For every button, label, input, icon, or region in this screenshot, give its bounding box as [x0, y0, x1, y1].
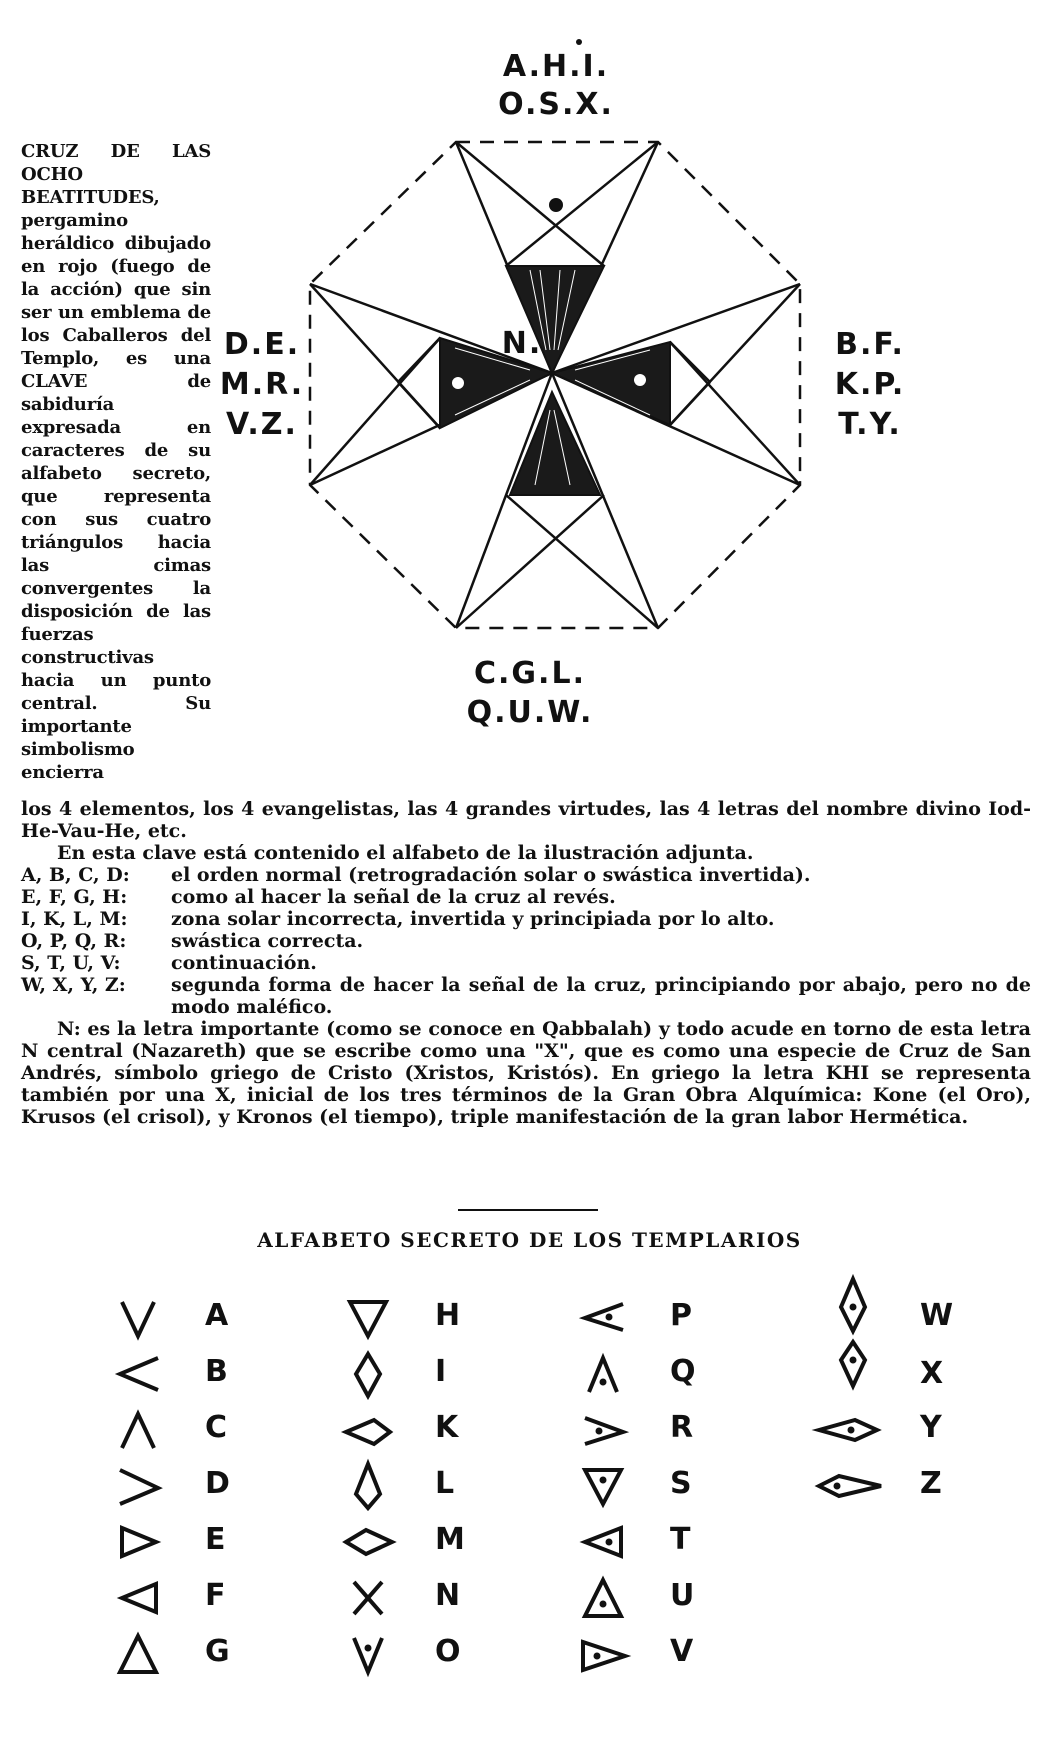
diamond-tall-icon: [340, 1346, 400, 1402]
label-right-line2: K.P.: [834, 367, 906, 402]
alphabet-letter: X: [920, 1356, 944, 1391]
body-text: [21, 798, 1031, 1128]
alphabet-entry: [815, 1458, 1015, 1514]
label-right-line1: B.F.: [835, 327, 905, 362]
alphabet-letter: T: [670, 1522, 691, 1557]
definition-row: [21, 864, 1031, 886]
alphabet-entry: [340, 1346, 540, 1402]
eight-beatitudes-cross-emblem: [219, 30, 1040, 800]
section-divider: [458, 1209, 598, 1211]
diamond-wide-icon: [340, 1514, 400, 1570]
alphabet-entry: [110, 1402, 310, 1458]
left-dot: [452, 377, 464, 389]
diamond-left-dot-icon: [815, 1402, 885, 1458]
top-dot: [549, 198, 563, 212]
triangle-left-dot-icon: [575, 1514, 635, 1570]
diamond-left-icon: [340, 1402, 400, 1458]
definition-row: [21, 886, 1031, 908]
alphabet-entry: [110, 1346, 310, 1402]
triangle-up-icon: [110, 1626, 170, 1682]
v-dot-icon: [340, 1626, 400, 1682]
alphabet-letter: C: [205, 1410, 228, 1445]
alphabet-letter: L: [435, 1466, 455, 1501]
v-shape-icon: [110, 1290, 170, 1346]
definition-value: el orden normal (retrogradación solar o swástica invertida).: [171, 864, 811, 886]
alphabet-entry: [110, 1514, 310, 1570]
triangle-down-dot-icon: [575, 1458, 635, 1514]
alphabet-letter: F: [205, 1578, 226, 1613]
alphabet-entry: [340, 1290, 540, 1346]
alphabet-entry: [575, 1346, 775, 1402]
definition-value: continuación.: [171, 952, 317, 974]
alphabet-entry: [575, 1458, 775, 1514]
definition-value: como al hacer la señal de la cruz al revés.: [171, 886, 616, 908]
emblem-drawing: [219, 30, 1040, 800]
greater-than-icon: [110, 1458, 170, 1514]
alphabet-entry: [815, 1402, 1015, 1458]
alphabet-entry: [575, 1290, 775, 1346]
alphabet-entry: [575, 1626, 775, 1682]
alphabet-letter: Y: [920, 1410, 942, 1445]
label-left-line1: D.E.: [223, 327, 301, 362]
label-left-line3: V.Z.: [226, 407, 298, 442]
alphabet-letter: H: [435, 1298, 461, 1333]
triangle-down-icon: [340, 1290, 400, 1346]
right-dot: [634, 374, 646, 386]
alphabet-letter: R: [670, 1410, 694, 1445]
triangle-right-dot-icon: [575, 1626, 635, 1682]
definition-row: [21, 974, 1031, 1018]
label-top-line1: A.H.I.: [502, 49, 610, 84]
label-top-line2: O.S.X.: [498, 87, 614, 122]
label-i-dot: [576, 39, 582, 45]
definition-value: swástica correcta.: [171, 930, 364, 952]
diamond-upper-icon: [340, 1458, 400, 1514]
greater-than-dot-icon: [575, 1402, 635, 1458]
less-than-dot-icon: [575, 1290, 635, 1346]
caret-icon: [110, 1402, 170, 1458]
label-left-line2: M.R.: [219, 367, 305, 402]
alphabet-letter: U: [670, 1578, 695, 1613]
alphabet-letter: P: [670, 1298, 692, 1333]
definition-key: E, F, G, H:: [21, 886, 128, 908]
alphabet-title: ALFABETO SECRETO DE LOS TEMPLARIOS: [257, 1228, 802, 1252]
templar-alphabet-grid: [0, 1290, 1059, 1730]
alphabet-entry: [340, 1514, 540, 1570]
caption-continuation: los 4 elementos, los 4 evangelistas, las 4 grandes virtudes, las 4 letras del nombre divino Iod-He-Vau-He, etc.: [21, 798, 1031, 842]
triangle-right-icon: [110, 1514, 170, 1570]
alphabet-entry: [825, 1338, 1025, 1394]
alphabet-letter: S: [670, 1466, 692, 1501]
definition-key: W, X, Y, Z:: [21, 974, 126, 996]
definition-key: O, P, Q, R:: [21, 930, 127, 952]
alphabet-letter: B: [205, 1354, 228, 1389]
definition-value: zona solar incorrecta, invertida y principiada por lo alto.: [171, 908, 775, 930]
alphabet-entry: [825, 1270, 1025, 1333]
triangle-up-dot-icon: [575, 1570, 635, 1626]
definition-row: [21, 952, 1031, 974]
alphabet-letter: W: [920, 1298, 954, 1333]
alphabet-entry: [340, 1570, 540, 1626]
alphabet-letter: D: [205, 1466, 230, 1501]
alphabet-letter: A: [205, 1298, 229, 1333]
definition-row: [21, 908, 1031, 930]
alphabet-letter: K: [435, 1410, 459, 1445]
definition-row: [21, 930, 1031, 952]
diamond-tall-dot-icon: [825, 1270, 885, 1336]
alphabet-entry: [110, 1626, 310, 1682]
definition-key: S, T, U, V:: [21, 952, 121, 974]
alphabet-letter: I: [435, 1354, 447, 1389]
caret-dot-icon: [575, 1346, 635, 1402]
alphabet-letter: Q: [670, 1354, 696, 1389]
definition-key: I, K, L, M:: [21, 908, 128, 930]
diamond-upper-dot-icon: [825, 1338, 885, 1394]
alphabet-entry: [340, 1402, 540, 1458]
definition-value: segunda forma de hacer la señal de la cruz, principiando por abajo, pero no de modo maléfico.: [171, 974, 1031, 1018]
diamond-wide-dot-icon: [815, 1458, 885, 1514]
caption-heading: CRUZ DE LAS OCHO BEATITUDES,: [21, 141, 211, 208]
alphabet-entry: [340, 1626, 540, 1682]
alphabet-letter: Z: [920, 1466, 942, 1501]
alphabet-entry: [340, 1458, 540, 1514]
label-right-line3: T.Y.: [838, 407, 902, 442]
definition-key: A, B, C, D:: [21, 864, 130, 886]
alphabet-entry: [110, 1290, 310, 1346]
alphabet-letter: O: [435, 1634, 461, 1669]
alphabet-letter: N: [435, 1578, 461, 1613]
alphabet-entry: [110, 1458, 310, 1514]
alphabet-entry: [110, 1570, 310, 1626]
triangle-left-icon: [110, 1570, 170, 1626]
caption-column: [21, 140, 211, 784]
alphabet-entry: [575, 1514, 775, 1570]
label-center: N.: [501, 326, 543, 361]
x-cross-icon: [340, 1570, 400, 1626]
cross-lines: [310, 142, 800, 628]
alphabet-letter: E: [205, 1522, 226, 1557]
alphabet-letter: V: [670, 1634, 694, 1669]
caption-text: pergamino heráldico dibujado en rojo (fuego de la acción) que sin ser un emblema de los Caballeros del Templo, es una CLAVE de sabiduría expresada en caracteres de su alfabeto secreto, que representa con sus cuatro triángulos hacia las cimas convergentes la disposición de las fuerzas constructivas hacia un punto central. Su importante simbolismo encierra: [21, 210, 211, 783]
alphabet-letter: M: [435, 1522, 465, 1557]
alphabet-entry: [575, 1570, 775, 1626]
intro-paragraph: En esta clave está contenido el alfabeto de la ilustración adjunta.: [57, 842, 754, 864]
less-than-icon: [110, 1346, 170, 1402]
closing-paragraph: N: es la letra importante (como se conoce en Qabbalah) y todo acude en torno de esta letra N central (Nazareth) que se escribe como una "X", que es como una especie de Cruz de San Andrés, símbolo griego de Cristo (Xristos, Kristós). En griego la letra KHI se representa también por una X, inicial de los tres términos de la Gran Obra Alquímica: Kone (el Oro), Krusos (el crisol), y Kronos (el tiempo), triple manifestación de la gran labor Hermética.: [21, 1018, 1031, 1128]
alphabet-letter: G: [205, 1634, 230, 1669]
label-bottom-line2: Q.U.W.: [466, 695, 594, 730]
octagon-outline: [310, 142, 800, 628]
alphabet-entry: [575, 1402, 775, 1458]
label-bottom-line1: C.G.L.: [474, 656, 586, 691]
